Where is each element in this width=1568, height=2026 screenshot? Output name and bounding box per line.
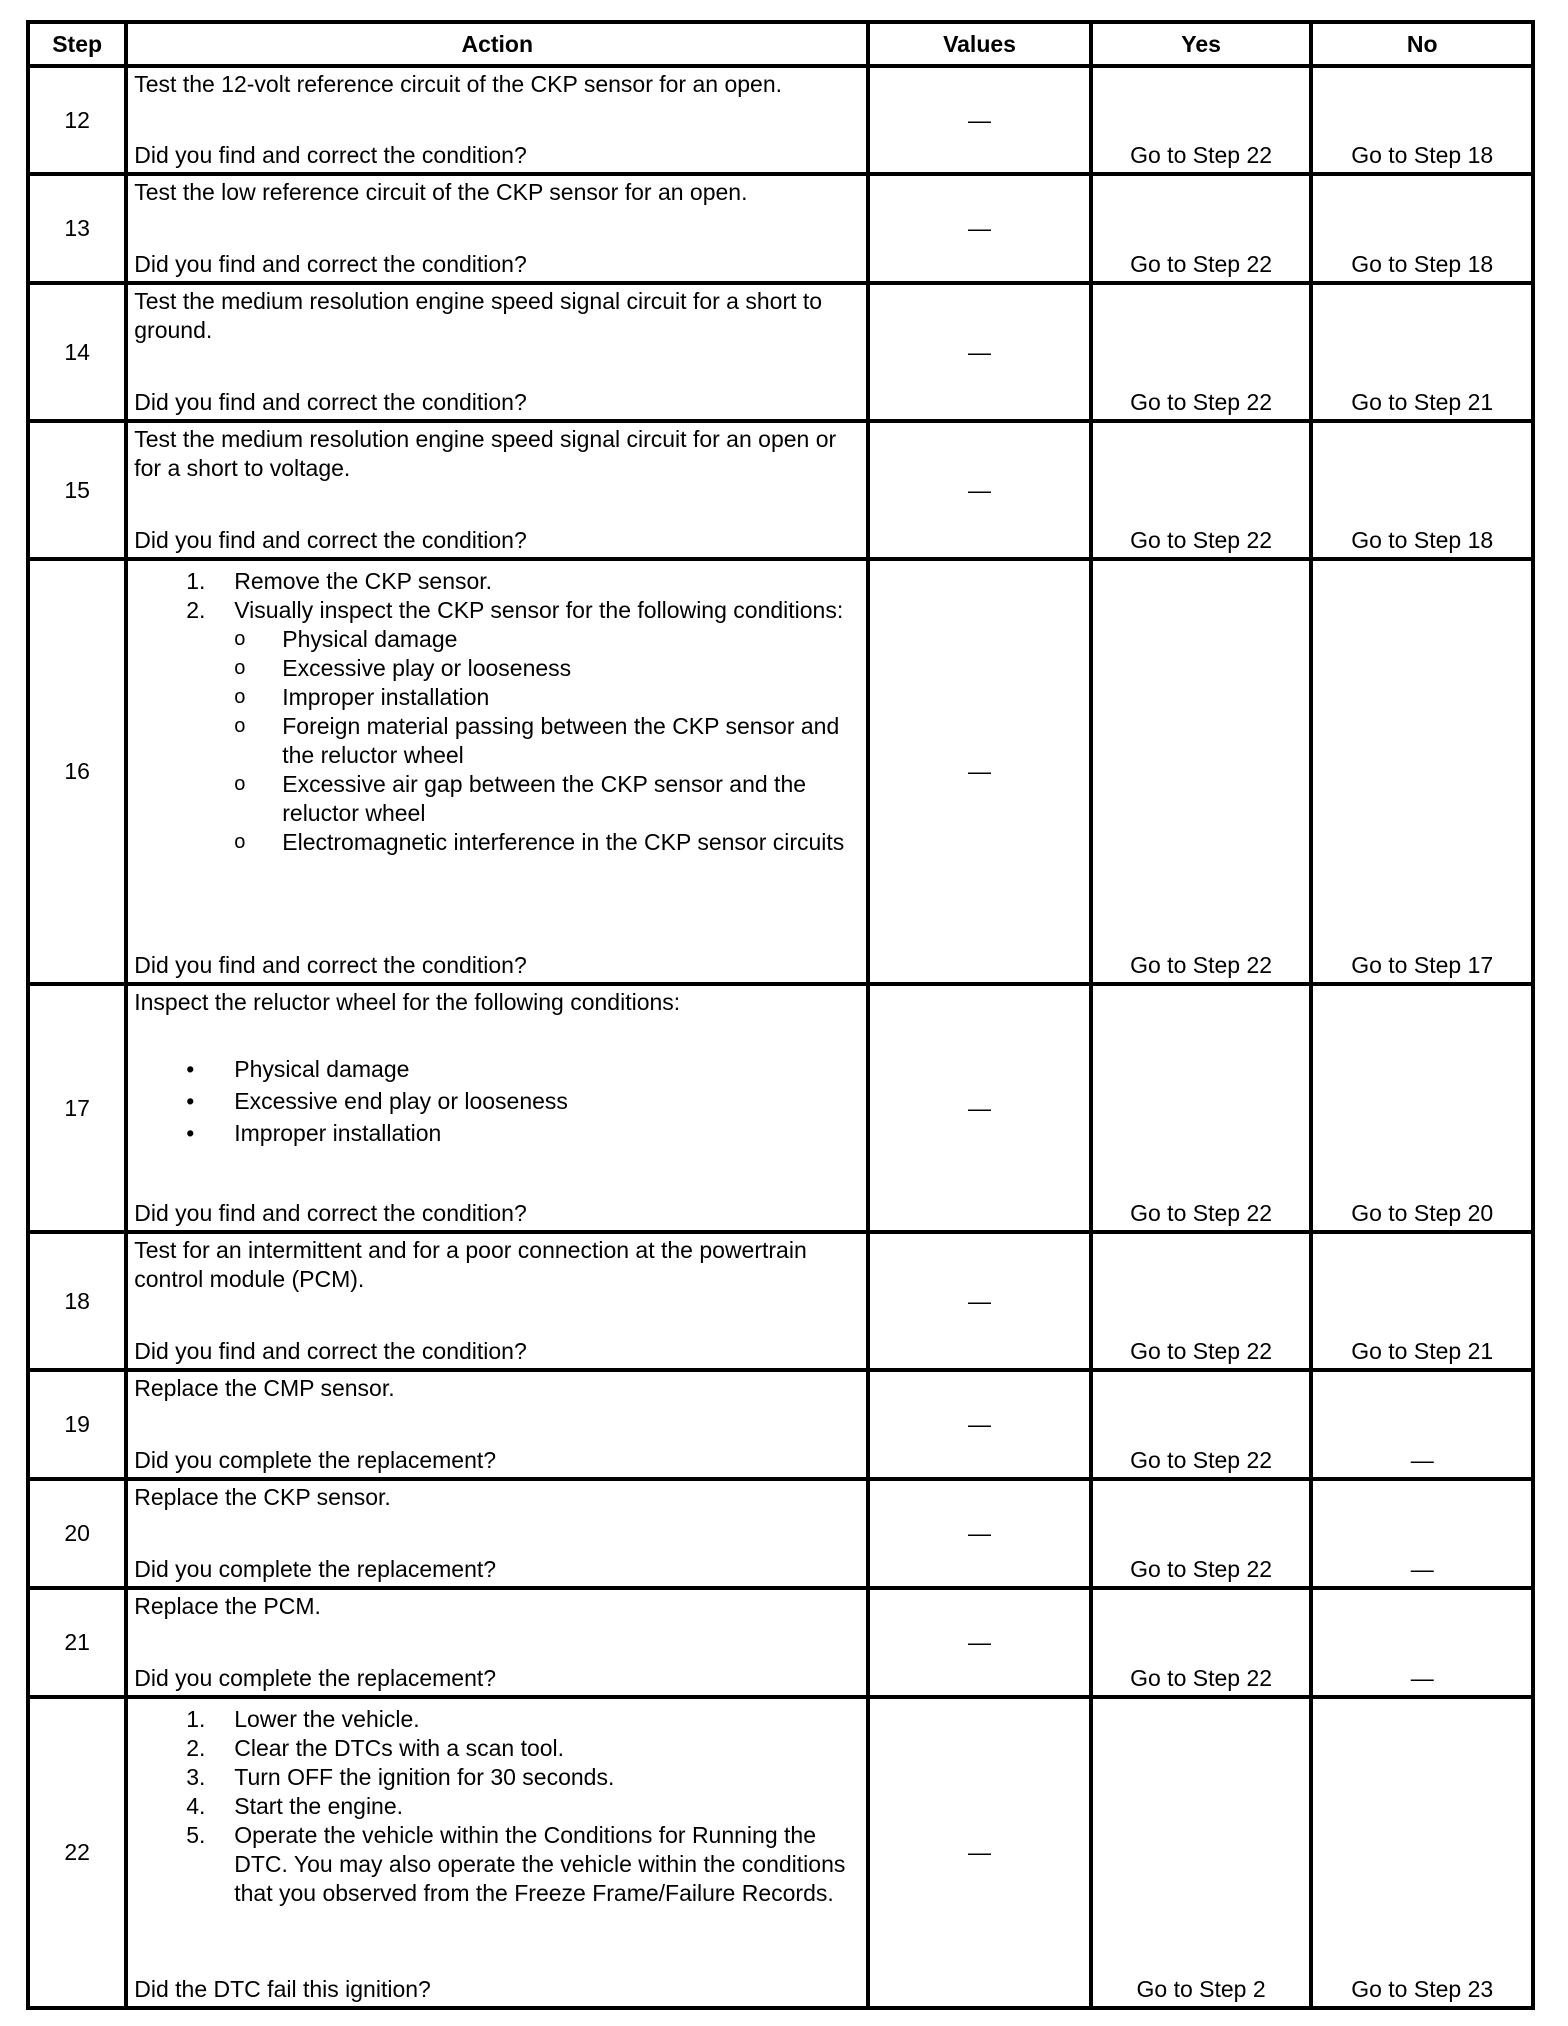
no-cell [1311,1370,1533,1479]
list-item-text: Physical damage [234,1056,410,1082]
list-number: 2. [186,1735,206,1761]
numbered-list [134,1705,860,1908]
table-row [28,66,1533,174]
list-item [234,654,860,683]
no-cell [1311,421,1533,559]
no-target: Go to Step 18 [1351,251,1494,277]
yes-cell [1091,1697,1312,2008]
list-item-text: Clear the DTCs with a scan tool. [234,1735,565,1761]
bullet-icon: • [186,1120,195,1146]
table-row [28,1232,1533,1370]
header-action: Action [126,22,868,66]
table-row [28,1370,1533,1479]
action-text: Inspect the reluctor wheel for the following conditions: [134,989,681,1015]
values-cell: — [868,559,1091,984]
action-cell [126,1232,868,1370]
yes-cell [1091,1370,1312,1479]
list-number: 2. [186,597,206,623]
table-row [28,559,1533,984]
list-item-text: Start the engine. [234,1793,404,1819]
table-row [28,283,1533,421]
list-item [186,1085,860,1117]
yes-target: Go to Step 22 [1130,1447,1273,1473]
action-cell [126,1479,868,1588]
no-target: — [1410,1447,1434,1473]
header-no: No [1311,22,1533,66]
step-number: 22 [28,1697,126,2008]
yes-cell [1091,421,1312,559]
yes-cell [1091,1588,1312,1697]
action-cell [126,1370,868,1479]
step-number: 17 [28,984,126,1232]
question-text: Did you find and correct the condition? [134,1338,527,1364]
list-number: 5. [186,1822,206,1848]
question-text: Did you complete the replacement? [134,1556,497,1582]
yes-cell [1091,174,1312,283]
diagnostic-step-table [26,20,1535,2010]
list-item-text: Improper installation [282,684,490,710]
yes-target: Go to Step 22 [1130,142,1273,168]
step-number: 21 [28,1588,126,1697]
yes-cell [1091,1479,1312,1588]
list-item [234,828,860,857]
list-item-text: Foreign material passing between the CKP sensor and the reluctor wheel [282,713,840,768]
yes-cell [1091,283,1312,421]
header-values: Values [868,22,1091,66]
yes-cell [1091,559,1312,984]
list-item-text: Physical damage [282,626,458,652]
step-number: 18 [28,1232,126,1370]
step-number: 19 [28,1370,126,1479]
list-item-text: Excessive air gap between the CKP sensor and the reluctor wheel [282,771,807,826]
list-item-text: Excessive end play or looseness [234,1088,568,1114]
action-text: Replace the CKP sensor. [134,1484,391,1510]
circle-bullet-icon: o [234,657,246,679]
action-cell [126,984,868,1232]
circle-bullet-icon: o [234,715,246,737]
list-item [186,1705,860,1734]
table-row [28,1479,1533,1588]
yes-target: Go to Step 22 [1130,952,1273,978]
values-cell: — [868,66,1091,174]
list-item-text: Visually inspect the CKP sensor for the following conditions: [234,597,844,623]
list-item-text: Operate the vehicle within the Conditions for Running the DTC. You may also operate the vehicle within the conditions that you observed from the Freeze Frame/Failure Records. [234,1822,846,1906]
list-item [186,1734,860,1763]
values-cell: — [868,1479,1091,1588]
list-item [186,1763,860,1792]
values-cell: — [868,1232,1091,1370]
circle-bullet-icon: o [234,628,246,650]
yes-cell [1091,66,1312,174]
action-text: Test for an intermittent and for a poor connection at the powertrain control module (PCM). [134,1237,807,1292]
question-text: Did you find and correct the condition? [134,389,527,415]
no-target: Go to Step 18 [1351,527,1494,553]
action-text: Test the medium resolution engine speed signal circuit for a short to ground. [134,288,823,343]
question-text: Did you complete the replacement? [134,1447,497,1473]
no-cell [1311,283,1533,421]
values-cell: — [868,174,1091,283]
step-number: 16 [28,559,126,984]
question-text: Did the DTC fail this ignition? [134,1976,431,2002]
values-cell: — [868,283,1091,421]
condition-sublist [134,625,860,857]
numbered-list [134,567,860,625]
no-target: — [1410,1665,1434,1691]
action-cell [126,1697,868,2008]
step-number: 14 [28,283,126,421]
yes-cell [1091,1232,1312,1370]
question-text: Did you find and correct the condition? [134,952,527,978]
no-cell [1311,174,1533,283]
list-item [186,596,860,625]
no-target: Go to Step 18 [1351,142,1494,168]
no-cell [1311,1588,1533,1697]
circle-bullet-icon: o [234,686,246,708]
values-cell: — [868,1697,1091,2008]
step-number: 12 [28,66,126,174]
list-item-text: Turn OFF the ignition for 30 seconds. [234,1764,615,1790]
list-item [186,1053,860,1085]
yes-target: Go to Step 22 [1130,1338,1273,1364]
header-row [28,22,1533,66]
values-cell: — [868,421,1091,559]
yes-target: Go to Step 2 [1136,1976,1266,2002]
action-cell [126,283,868,421]
no-cell [1311,1232,1533,1370]
no-cell [1311,1479,1533,1588]
list-item [186,1117,860,1149]
list-number: 1. [186,1706,206,1732]
list-item [186,567,860,596]
no-cell [1311,66,1533,174]
no-cell [1311,984,1533,1232]
circle-bullet-icon: o [234,773,246,795]
list-item [234,770,860,828]
no-cell [1311,559,1533,984]
list-number: 4. [186,1793,206,1819]
action-cell [126,1588,868,1697]
yes-target: Go to Step 22 [1130,251,1273,277]
table-row [28,984,1533,1232]
header-step: Step [28,22,126,66]
question-text: Did you complete the replacement? [134,1665,497,1691]
question-text: Did you find and correct the condition? [134,251,527,277]
no-target: Go to Step 17 [1351,952,1494,978]
list-item-text: Improper installation [234,1120,442,1146]
list-item-text: Electromagnetic interference in the CKP sensor circuits [282,829,845,855]
action-cell [126,421,868,559]
list-item-text: Lower the vehicle. [234,1706,420,1732]
list-number: 1. [186,568,206,594]
list-item [234,712,860,770]
list-item-text: Excessive play or looseness [282,655,572,681]
table-row [28,1588,1533,1697]
condition-list [134,1053,860,1149]
yes-target: Go to Step 22 [1130,1200,1273,1226]
table-row [28,1697,1533,2008]
bullet-icon: • [186,1088,195,1114]
circle-bullet-icon: o [234,831,246,853]
values-cell: — [868,984,1091,1232]
question-text: Did you find and correct the condition? [134,527,527,553]
action-text: Test the medium resolution engine speed signal circuit for an open or for a short to voltage. [134,426,837,481]
yes-cell [1091,984,1312,1232]
yes-target: Go to Step 22 [1130,389,1273,415]
yes-target: Go to Step 22 [1130,527,1273,553]
yes-target: Go to Step 22 [1130,1556,1273,1582]
table-row [28,421,1533,559]
action-text: Replace the CMP sensor. [134,1375,395,1401]
no-target: — [1410,1556,1434,1582]
list-item [234,683,860,712]
action-text: Test the low reference circuit of the CKP sensor for an open. [134,179,748,205]
no-target: Go to Step 20 [1351,1200,1494,1226]
no-target: Go to Step 23 [1351,1976,1494,2002]
list-item-text: Remove the CKP sensor. [234,568,493,594]
table-row [28,174,1533,283]
bullet-icon: • [186,1056,195,1082]
list-item [186,1792,860,1821]
no-target: Go to Step 21 [1351,389,1494,415]
action-cell [126,66,868,174]
action-cell [126,559,868,984]
action-text: Replace the PCM. [134,1593,321,1619]
question-text: Did you find and correct the condition? [134,1200,527,1226]
action-cell [126,174,868,283]
no-target: Go to Step 21 [1351,1338,1494,1364]
step-number: 20 [28,1479,126,1588]
action-text: Test the 12-volt reference circuit of the CKP sensor for an open. [134,71,783,97]
list-item [234,625,860,654]
diagnostic-table-page [26,20,1535,2010]
step-number: 15 [28,421,126,559]
values-cell: — [868,1588,1091,1697]
step-number: 13 [28,174,126,283]
list-item [186,1821,860,1908]
values-cell: — [868,1370,1091,1479]
yes-target: Go to Step 22 [1130,1665,1273,1691]
no-cell [1311,1697,1533,2008]
question-text: Did you find and correct the condition? [134,142,527,168]
list-number: 3. [186,1764,206,1790]
header-yes: Yes [1091,22,1312,66]
